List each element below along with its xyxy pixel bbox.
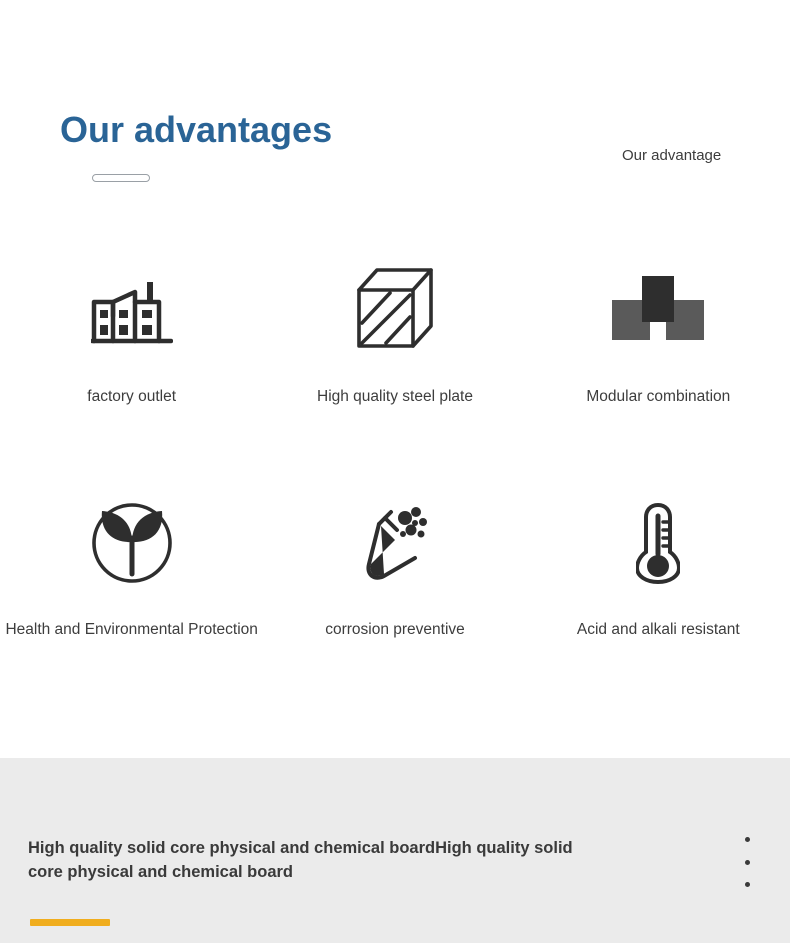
thermometer-icon (636, 488, 680, 598)
header-note: Our advantage (622, 147, 722, 164)
feature-item-corrosion-preventive (263, 488, 526, 663)
feature-item-health-environmental (0, 488, 263, 663)
kebab-dot (745, 860, 750, 865)
features-grid (0, 250, 790, 663)
kebab-dot (745, 882, 750, 887)
feature-label: factory outlet (87, 388, 177, 405)
feature-item-steel-plate (263, 250, 526, 420)
footer-product-title: High quality solid core physical and chemical boardHigh quality solid core physical and chemical board (28, 839, 573, 881)
leaf-sprout-icon (89, 488, 175, 598)
factory-icon (91, 250, 173, 365)
feature-label: Health and Environmental Protection (5, 621, 258, 638)
kebab-menu-icon[interactable] (744, 837, 750, 887)
feature-label: High quality steel plate (317, 388, 473, 405)
feature-item-acid-alkali-resistant (527, 488, 790, 663)
steel-plate-cube-icon (356, 250, 434, 365)
feature-item-factory-outlet (0, 250, 263, 420)
chemical-flask-icon (359, 488, 431, 598)
footer-band (0, 758, 790, 943)
page-title: Our advantages (60, 109, 333, 150)
kebab-dot (745, 837, 750, 842)
modular-blocks-icon (612, 250, 704, 365)
feature-item-modular-combination (527, 250, 790, 420)
page-header (0, 108, 790, 198)
feature-label: corrosion preventive (325, 621, 465, 638)
feature-label: Modular combination (586, 388, 731, 405)
feature-label: Acid and alkali resistant (576, 621, 740, 638)
features-row-2 (0, 488, 790, 663)
footer-accent-bar (30, 919, 110, 926)
features-row-1 (0, 250, 790, 420)
title-underline-decoration (92, 174, 150, 182)
